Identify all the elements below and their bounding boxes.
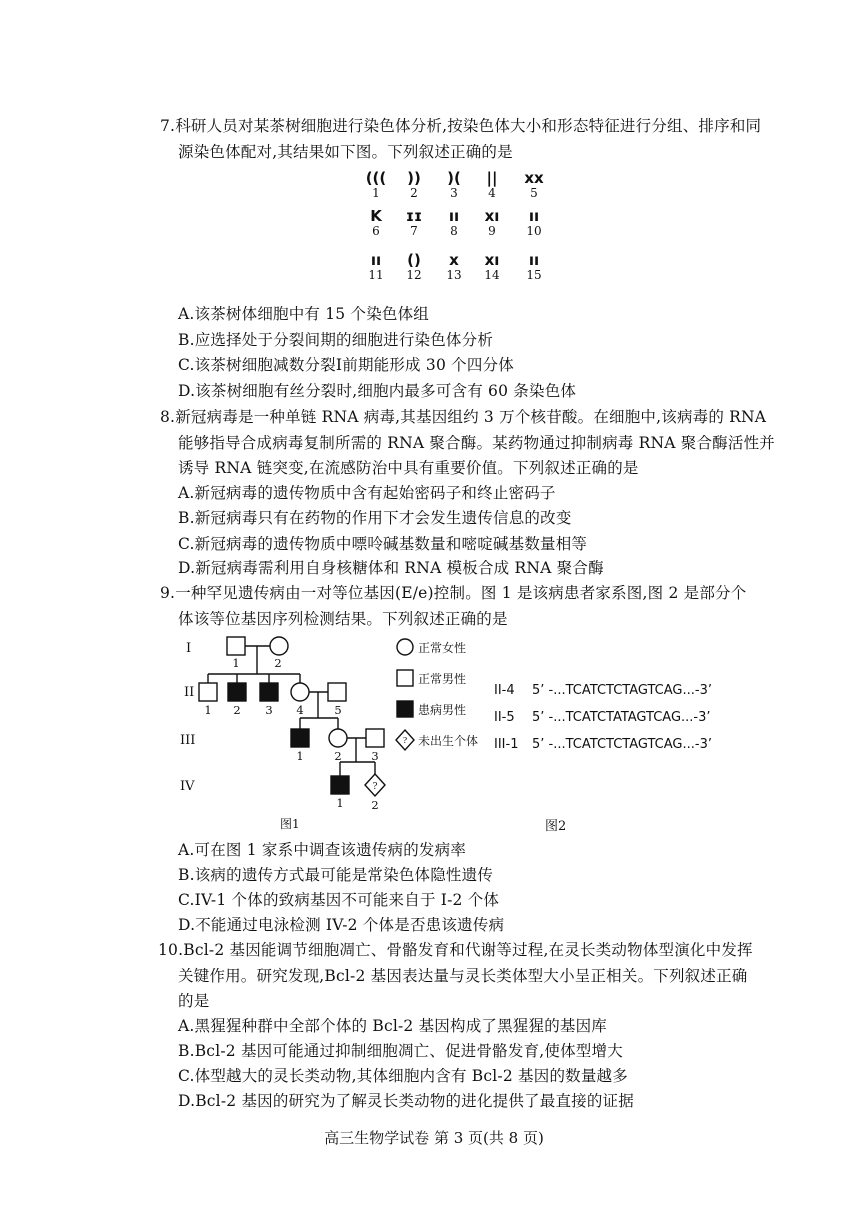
figure-1-label: 图1 xyxy=(280,817,300,831)
q8-stem-line-3: 诱导 RNA 链突变,在流感防治中具有重要价值。下列叙述正确的是 xyxy=(178,459,639,477)
chromosome-pair-1: ((( xyxy=(365,169,387,187)
svg-text:?: ? xyxy=(402,736,408,745)
pedigree-II-1-male xyxy=(199,683,217,701)
pedigree-II-2-affected-male xyxy=(228,683,246,701)
sequence-id-II-4: II-4 xyxy=(494,683,515,698)
chromosome-pair-7: ɪɪ xyxy=(405,207,423,225)
q8-stem-line-1: 8.新冠病毒是一种单链 RNA 病毒,其基因组约 3 万个核苷酸。在细胞中,该病毒的 RNA xyxy=(160,408,767,426)
q10-option-a: A.黑猩猩种群中全部个体的 Bcl-2 基因构成了黑猩猩的基因库 xyxy=(178,1017,608,1035)
legend-male-symbol xyxy=(397,670,413,686)
q7-option-b: B.应选择处于分裂间期的细胞进行染色体分析 xyxy=(178,331,494,349)
svg-text:1: 1 xyxy=(336,796,344,810)
svg-text:3: 3 xyxy=(265,703,273,717)
karyotype-figure xyxy=(362,170,552,288)
q9-stem-line-1: 9.一种罕见遗传病由一对等位基因(E/e)控制。图 1 是该病患者家系图,图 2 是部分个 xyxy=(160,584,747,602)
generation-label-2: II xyxy=(184,685,195,700)
chromosome-number-6: 6 xyxy=(372,224,380,238)
chromosome-pair-4: || xyxy=(486,169,498,187)
svg-text:2: 2 xyxy=(233,703,241,717)
svg-text:3: 3 xyxy=(371,749,379,763)
chromosome-pair-6: K xyxy=(370,207,382,225)
q10-option-d: D.Bcl-2 基因的研究为了解灵长类动物的进化提供了最直接的证据 xyxy=(178,1092,634,1110)
pedigree-figure xyxy=(180,632,510,837)
svg-text:?: ? xyxy=(372,782,378,792)
q9-option-a: A.可在图 1 家系中调查该遗传病的发病率 xyxy=(178,841,467,859)
pedigree-II-5-male xyxy=(328,683,346,701)
svg-text:1: 1 xyxy=(204,703,212,717)
q10-stem-line-1: 10.Bcl-2 基因能调节细胞凋亡、骨骼发育和代谢等过程,在灵长类动物体型演化中发挥 xyxy=(158,941,753,959)
pedigree-III-1-affected-male xyxy=(291,729,309,747)
sequence-III-1: 5’ -...TCATCTCTAGTCAG...-3’ xyxy=(532,737,712,752)
generation-label-3: III xyxy=(180,733,196,748)
legend-unborn: 未出生个体 xyxy=(418,734,479,748)
chromosome-number-12: 12 xyxy=(406,268,422,282)
page-footer: 高三生物学试卷 第 3 页(共 8 页) xyxy=(324,1129,544,1147)
chromosome-number-7: 7 xyxy=(410,224,418,238)
q10-stem-line-2: 关键作用。研究发现,Bcl-2 基因表达量与灵长类体型大小呈正相关。下列叙述正确 xyxy=(178,967,748,985)
pedigree-II-4-female xyxy=(291,683,309,701)
q8-option-a: A.新冠病毒的遗传物质中含有起始密码子和终止密码子 xyxy=(178,484,556,502)
pedigree-I-1-male xyxy=(227,637,245,655)
chromosome-pair-9: xı xyxy=(484,207,500,225)
q10-stem-line-3: 的是 xyxy=(178,992,210,1010)
pedigree-II-3-affected-male xyxy=(260,683,278,701)
chromosome-pair-11: ıı xyxy=(370,251,382,269)
chromosome-pair-12: () xyxy=(407,251,421,269)
chromosome-pair-3: )( xyxy=(447,169,461,187)
chromosome-number-1: 1 xyxy=(372,186,380,200)
legend-affected-male: 患病男性 xyxy=(418,703,467,717)
chromosome-number-4: 4 xyxy=(488,186,496,200)
q10-option-c: C.体型越大的灵长类动物,其体细胞内含有 Bcl-2 基因的数量越多 xyxy=(178,1067,628,1085)
legend-normal-female: 正常女性 xyxy=(418,641,467,655)
chromosome-number-15: 15 xyxy=(526,268,542,282)
chromosome-number-3: 3 xyxy=(450,186,458,200)
svg-text:4: 4 xyxy=(296,703,304,717)
svg-text:2: 2 xyxy=(334,749,342,763)
chromosome-number-11: 11 xyxy=(368,268,384,282)
chromosome-pair-2: )) xyxy=(407,169,421,187)
q7-stem-line-2: 源染色体配对,其结果如下图。下列叙述正确的是 xyxy=(178,143,513,161)
q8-option-b: B.新冠病毒只有在药物的作用下才会发生遗传信息的改变 xyxy=(178,509,572,527)
chromosome-number-8: 8 xyxy=(450,224,458,238)
pedigree-I-2-female xyxy=(270,637,288,655)
q7-stem-line-1: 7.科研人员对某茶树细胞进行染色体分析,按染色体大小和形态特征进行分组、排序和同 xyxy=(160,117,762,135)
q9-option-b: B.该病的遗传方式最可能是常染色体隐性遗传 xyxy=(178,866,494,884)
chromosome-pair-8: ıı xyxy=(448,207,460,225)
sequence-II-4: 5’ -...TCATCTCTAGTCAG...-3’ xyxy=(532,683,712,698)
q9-stem-line-2: 体该等位基因序列检测结果。下列叙述正确的是 xyxy=(178,610,508,628)
legend-normal-male: 正常男性 xyxy=(418,672,467,686)
pedigree-III-3-male xyxy=(366,729,384,747)
chromosome-pair-5: xx xyxy=(524,169,544,187)
q7-option-c: C.该茶树细胞减数分裂Ⅰ前期能形成 30 个四分体 xyxy=(178,356,514,374)
svg-text:2: 2 xyxy=(274,656,282,670)
q9-option-c: C.IV-1 个体的致病基因不可能来自于 I-2 个体 xyxy=(178,891,500,909)
q7-option-a: A.该茶树体细胞中有 15 个染色体组 xyxy=(178,305,429,323)
sequence-id-II-5: II-5 xyxy=(494,710,515,725)
chromosome-pair-13: x xyxy=(449,251,459,269)
chromosome-pair-10: ıı xyxy=(528,207,540,225)
q7-option-d: D.该茶树细胞有丝分裂时,细胞内最多可含有 60 条染色体 xyxy=(178,382,577,400)
svg-text:1: 1 xyxy=(296,749,304,763)
q8-stem-line-2: 能够指导合成病毒复制所需的 RNA 聚合酶。某药物通过抑制病毒 RNA 聚合酶活性并 xyxy=(178,434,775,452)
q9-option-d: D.不能通过电泳检测 IV-2 个体是否患该遗传病 xyxy=(178,916,505,934)
legend-female-symbol xyxy=(397,639,413,655)
svg-text:1: 1 xyxy=(232,656,240,670)
chromosome-pair-14: xı xyxy=(484,251,500,269)
legend-affected-male-symbol xyxy=(397,701,413,717)
pedigree-III-2-female xyxy=(329,729,347,747)
chromosome-number-5: 5 xyxy=(530,186,538,200)
q8-option-c: C.新冠病毒的遗传物质中嘌呤碱基数量和嘧啶碱基数量相等 xyxy=(178,535,588,553)
chromosome-pair-15: ıı xyxy=(528,251,540,269)
svg-text:5: 5 xyxy=(334,703,342,717)
q10-option-b: B.Bcl-2 基因可能通过抑制细胞凋亡、促进骨骼发育,使体型增大 xyxy=(178,1042,623,1060)
chromosome-number-9: 9 xyxy=(488,224,496,238)
figure-2-label: 图2 xyxy=(545,819,567,834)
chromosome-number-14: 14 xyxy=(484,268,500,282)
chromosome-number-10: 10 xyxy=(526,224,542,238)
sequence-II-5: 5’ -...TCATCTATAGTCAG...-3’ xyxy=(532,710,711,725)
sequence-id-III-1: III-1 xyxy=(494,737,519,752)
q8-option-d: D.新冠病毒需利用自身核糖体和 RNA 模板合成 RNA 聚合酶 xyxy=(178,559,604,577)
chromosome-number-2: 2 xyxy=(410,186,418,200)
svg-text:2: 2 xyxy=(371,798,379,812)
chromosome-number-13: 13 xyxy=(446,268,462,282)
pedigree-IV-1-affected-male xyxy=(331,776,349,794)
generation-label-4: IV xyxy=(180,779,195,794)
generation-label-1: I xyxy=(186,641,192,656)
